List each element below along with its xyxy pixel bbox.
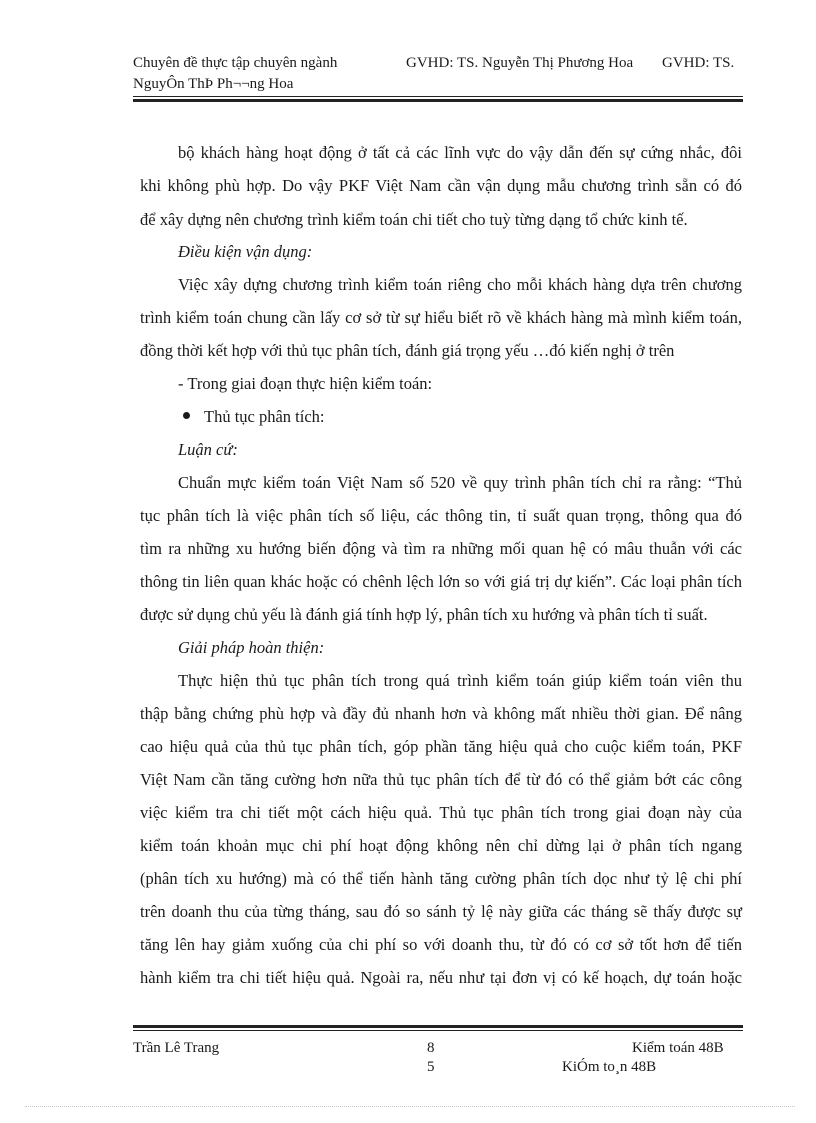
- body-line: việc kiểm tra chi tiết một cách hiệu quả. Thủ tục phân tích trong giai đoạn này của: [140, 803, 742, 822]
- body-line: tăng lên hay giảm xuống của chi phí so với doanh thu, từ đó có cơ sở tốt hơn để tiến: [140, 935, 742, 954]
- header-center: GVHD: TS. Nguyễn Thị Phương Hoa: [406, 55, 634, 71]
- body-line: hành kiểm tra chi tiết hiệu quả. Ngoài ra, nếu như tại đơn vị có kế hoạch, dự toán hoặc: [140, 968, 742, 987]
- body-line: để xây dựng nên chương trình kiểm toán chi tiết cho tuỳ từng dạng tổ chức kinh tế.: [140, 210, 688, 229]
- body-line: tìm ra những xu hướng biến động và tìm ra những mối quan hệ có mâu thuẫn với các: [140, 539, 742, 558]
- body-line: Việt Nam cần tăng cường hơn nữa thủ tục phân tích để từ đó có thể giảm bớt các công: [140, 770, 742, 789]
- body-line: thông tin liên quan khác hoặc có chênh lệch lớn so với giá trị dự kiến”. Các loại phân tích: [140, 572, 742, 591]
- body-line: đồng thời kết hợp với thủ tục phân tích, đánh giá trọng yếu …đó kiến nghị ở trên: [140, 341, 675, 360]
- body-line: thập bằng chứng phù hợp và đầy đủ nhanh hơn và không mất nhiều thời gian. Để nâng: [140, 704, 742, 723]
- footer-rule-thin: [133, 1030, 743, 1031]
- body-line: kiểm toán khoản mục chi phí hoạt động không nên chỉ dừng lại ở phân tích ngang: [140, 836, 742, 855]
- header-rule-thick: [133, 99, 743, 102]
- section-heading: Giải pháp hoàn thiện:: [178, 638, 325, 657]
- body-line: bộ khách hàng hoạt động ở tất cả các lĩnh vực do vậy dẫn đến sự cứng nhắc, đôi: [178, 143, 742, 162]
- header-rule-thin: [133, 96, 743, 97]
- section-heading: Điều kiện vận dụng:: [178, 242, 313, 261]
- footer-page-number: 8: [427, 1040, 435, 1056]
- body-line: Chuẩn mực kiểm toán Việt Nam số 520 về quy trình phân tích chỉ ra rằng: “Thủ: [178, 473, 742, 492]
- footer-course-2: KiÓm to¸n 48B: [562, 1059, 657, 1075]
- footer-rule-thick: [133, 1025, 743, 1028]
- body-line: Việc xây dựng chương trình kiểm toán riêng cho mỗi khách hàng dựa trên chương: [178, 275, 742, 294]
- header-right: GVHD: TS.: [662, 55, 735, 71]
- body-line: (phân tích xu hướng) mà có thể tiến hành tăng cường phân tích dọc như tỷ lệ chi phí: [140, 869, 742, 888]
- header-left-line1: Chuyên đề thực tập chuyên ngành: [133, 55, 338, 71]
- footer-author: Trần Lê Trang: [133, 1040, 220, 1056]
- footer-course: Kiểm toán 48B: [632, 1040, 724, 1056]
- body-line: tục phân tích là việc phân tích số liệu, các thông tin, tỉ suất quan trọng, thông qua đó: [140, 506, 742, 525]
- bullet-icon: [183, 412, 190, 419]
- bullet-item: Thủ tục phân tích:: [204, 407, 325, 426]
- section-heading: Luận cứ:: [178, 440, 238, 459]
- body-line: Thực hiện thủ tục phân tích trong quá trình kiểm toán giúp kiểm toán viên thu: [178, 671, 742, 690]
- body-line: - Trong giai đoạn thực hiện kiểm toán:: [178, 374, 433, 393]
- page-bottom-divider: [25, 1106, 795, 1107]
- header-left-line2: NguyÔn ThÞ Ph¬¬ng Hoa: [133, 76, 294, 92]
- body-line: được sử dụng chủ yếu là đánh giá tính hợp lý, phân tích xu hướng và phân tích tỉ suất.: [140, 605, 708, 624]
- body-line: trình kiểm toán chung cần lấy cơ sở từ sự hiểu biết rõ về khách hàng mà mình kiểm toán,: [140, 308, 742, 327]
- body-line: khi không phù hợp. Do vậy PKF Việt Nam cần vận dụng mẫu chương trình sẵn có đó: [140, 176, 742, 195]
- footer-page-number-2: 5: [427, 1059, 435, 1075]
- body-line: trên doanh thu của từng tháng, sau đó so sánh tỷ lệ này giữa các tháng sẽ thấy được sự: [140, 902, 742, 921]
- body-line: cao hiệu quả của thủ tục phân tích, góp phần tăng hiệu quả cho cuộc kiểm toán, PKF: [140, 737, 742, 756]
